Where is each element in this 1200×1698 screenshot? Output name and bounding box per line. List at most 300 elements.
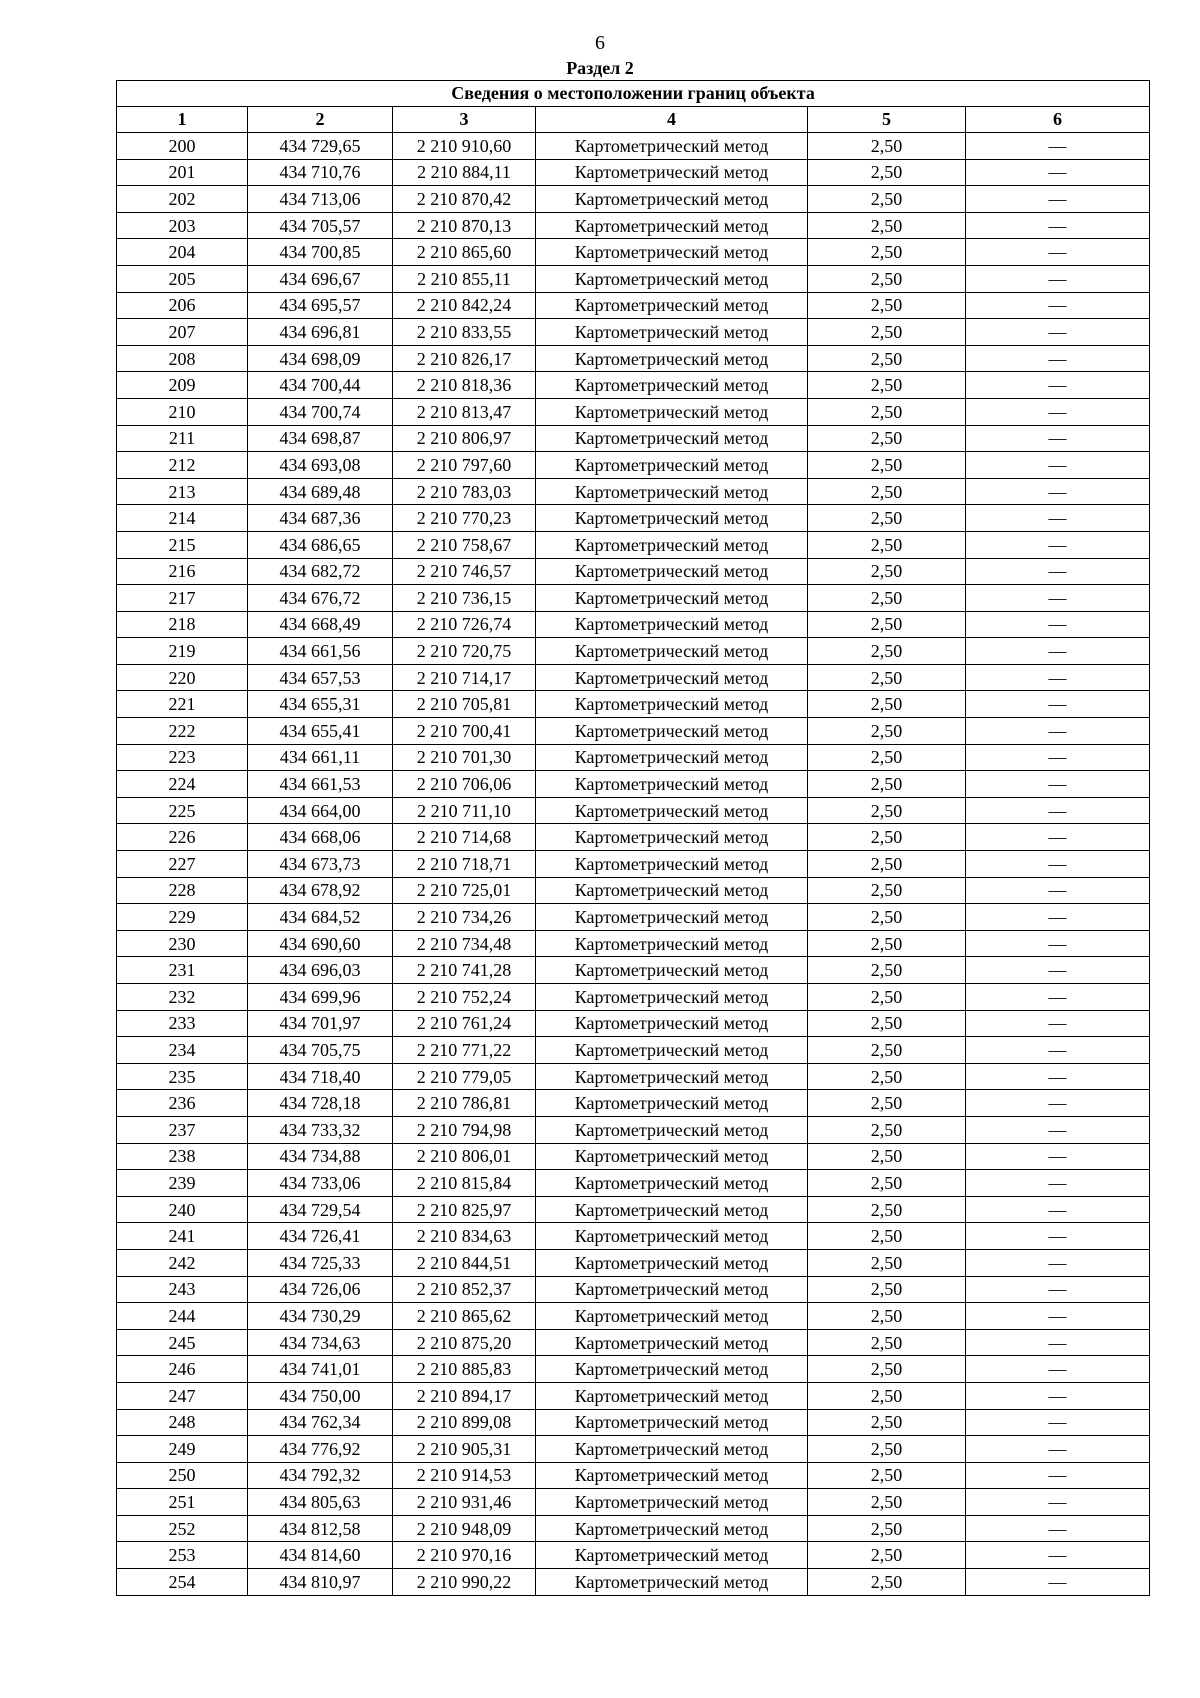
method-cell: Картометрический метод xyxy=(536,292,808,319)
table-row xyxy=(117,1382,1150,1409)
description-cell: — xyxy=(966,611,1150,638)
y-coordinate-cell: 2 210 806,01 xyxy=(393,1143,536,1170)
description-cell: — xyxy=(966,1143,1150,1170)
description-cell: — xyxy=(966,638,1150,665)
accuracy-cell: 2,50 xyxy=(808,744,966,771)
point-number-cell: 212 xyxy=(117,452,248,479)
accuracy-cell: 2,50 xyxy=(808,1170,966,1197)
table-row xyxy=(117,239,1150,266)
accuracy-cell: 2,50 xyxy=(808,771,966,798)
table-row xyxy=(117,186,1150,213)
table-row xyxy=(117,265,1150,292)
y-coordinate-cell: 2 210 705,81 xyxy=(393,691,536,718)
accuracy-cell: 2,50 xyxy=(808,478,966,505)
section-title: Раздел 2 xyxy=(566,58,634,78)
x-coordinate-cell: 434 700,85 xyxy=(248,239,393,266)
table-row xyxy=(117,159,1150,186)
x-coordinate-cell: 434 726,06 xyxy=(248,1276,393,1303)
x-coordinate-cell: 434 690,60 xyxy=(248,930,393,957)
x-coordinate-cell: 434 810,97 xyxy=(248,1569,393,1596)
description-cell: — xyxy=(966,1409,1150,1436)
y-coordinate-cell: 2 210 844,51 xyxy=(393,1249,536,1276)
point-number-cell: 219 xyxy=(117,638,248,665)
method-cell: Картометрический метод xyxy=(536,1010,808,1037)
point-number-cell: 229 xyxy=(117,904,248,931)
y-coordinate-cell: 2 210 797,60 xyxy=(393,452,536,479)
method-cell: Картометрический метод xyxy=(536,159,808,186)
method-cell: Картометрический метод xyxy=(536,797,808,824)
accuracy-cell: 2,50 xyxy=(808,585,966,612)
accuracy-cell: 2,50 xyxy=(808,1223,966,1250)
description-cell: — xyxy=(966,212,1150,239)
x-coordinate-cell: 434 729,65 xyxy=(248,133,393,160)
method-cell: Картометрический метод xyxy=(536,265,808,292)
table-row xyxy=(117,797,1150,824)
description-cell: — xyxy=(966,585,1150,612)
method-cell: Картометрический метод xyxy=(536,1143,808,1170)
description-cell: — xyxy=(966,1090,1150,1117)
table-row xyxy=(117,904,1150,931)
page-number: 6 xyxy=(595,32,605,54)
x-coordinate-cell: 434 687,36 xyxy=(248,505,393,532)
method-cell: Картометрический метод xyxy=(536,239,808,266)
method-cell: Картометрический метод xyxy=(536,1037,808,1064)
method-cell: Картометрический метод xyxy=(536,1462,808,1489)
x-coordinate-cell: 434 733,32 xyxy=(248,1116,393,1143)
description-cell: — xyxy=(966,718,1150,745)
description-cell: — xyxy=(966,930,1150,957)
method-cell: Картометрический метод xyxy=(536,1090,808,1117)
method-cell: Картометрический метод xyxy=(536,851,808,878)
table-row xyxy=(117,691,1150,718)
method-cell: Картометрический метод xyxy=(536,718,808,745)
accuracy-cell: 2,50 xyxy=(808,877,966,904)
point-number-cell: 225 xyxy=(117,797,248,824)
description-cell: — xyxy=(966,133,1150,160)
y-coordinate-cell: 2 210 714,17 xyxy=(393,664,536,691)
description-cell: — xyxy=(966,425,1150,452)
table-row xyxy=(117,1063,1150,1090)
y-coordinate-cell: 2 210 794,98 xyxy=(393,1116,536,1143)
accuracy-cell: 2,50 xyxy=(808,133,966,160)
description-cell: — xyxy=(966,797,1150,824)
method-cell: Картометрический метод xyxy=(536,984,808,1011)
y-coordinate-cell: 2 210 842,24 xyxy=(393,292,536,319)
method-cell: Картометрический метод xyxy=(536,505,808,532)
description-cell: — xyxy=(966,1223,1150,1250)
y-coordinate-cell: 2 210 852,37 xyxy=(393,1276,536,1303)
point-number-cell: 248 xyxy=(117,1409,248,1436)
x-coordinate-cell: 434 684,52 xyxy=(248,904,393,931)
table-body xyxy=(117,133,1150,1596)
x-coordinate-cell: 434 661,53 xyxy=(248,771,393,798)
x-coordinate-cell: 434 812,58 xyxy=(248,1515,393,1542)
accuracy-cell: 2,50 xyxy=(808,984,966,1011)
description-cell: — xyxy=(966,398,1150,425)
x-coordinate-cell: 434 686,65 xyxy=(248,531,393,558)
table-row xyxy=(117,664,1150,691)
y-coordinate-cell: 2 210 736,15 xyxy=(393,585,536,612)
y-coordinate-cell: 2 210 948,09 xyxy=(393,1515,536,1542)
accuracy-cell: 2,50 xyxy=(808,930,966,957)
y-coordinate-cell: 2 210 746,57 xyxy=(393,558,536,585)
method-cell: Картометрический метод xyxy=(536,531,808,558)
method-cell: Картометрический метод xyxy=(536,957,808,984)
point-number-cell: 253 xyxy=(117,1542,248,1569)
description-cell: — xyxy=(966,1010,1150,1037)
x-coordinate-cell: 434 729,54 xyxy=(248,1196,393,1223)
method-cell: Картометрический метод xyxy=(536,1436,808,1463)
y-coordinate-cell: 2 210 752,24 xyxy=(393,984,536,1011)
accuracy-cell: 2,50 xyxy=(808,797,966,824)
x-coordinate-cell: 434 655,31 xyxy=(248,691,393,718)
method-cell: Картометрический метод xyxy=(536,771,808,798)
table-row xyxy=(117,1489,1150,1516)
description-cell: — xyxy=(966,1063,1150,1090)
y-coordinate-cell: 2 210 761,24 xyxy=(393,1010,536,1037)
x-coordinate-cell: 434 762,34 xyxy=(248,1409,393,1436)
accuracy-cell: 2,50 xyxy=(808,1010,966,1037)
point-number-cell: 233 xyxy=(117,1010,248,1037)
description-cell: — xyxy=(966,239,1150,266)
method-cell: Картометрический метод xyxy=(536,1569,808,1596)
accuracy-cell: 2,50 xyxy=(808,824,966,851)
y-coordinate-cell: 2 210 825,97 xyxy=(393,1196,536,1223)
x-coordinate-cell: 434 705,75 xyxy=(248,1037,393,1064)
point-number-cell: 237 xyxy=(117,1116,248,1143)
point-number-cell: 231 xyxy=(117,957,248,984)
point-number-cell: 251 xyxy=(117,1489,248,1516)
table-row xyxy=(117,611,1150,638)
description-cell: — xyxy=(966,1462,1150,1489)
y-coordinate-cell: 2 210 815,84 xyxy=(393,1170,536,1197)
column-header: 4 xyxy=(536,107,808,133)
point-number-cell: 224 xyxy=(117,771,248,798)
accuracy-cell: 2,50 xyxy=(808,1196,966,1223)
description-cell: — xyxy=(966,984,1150,1011)
y-coordinate-cell: 2 210 855,11 xyxy=(393,265,536,292)
table-row xyxy=(117,1037,1150,1064)
accuracy-cell: 2,50 xyxy=(808,186,966,213)
y-coordinate-cell: 2 210 714,68 xyxy=(393,824,536,851)
point-number-cell: 215 xyxy=(117,531,248,558)
table-row xyxy=(117,930,1150,957)
table-row xyxy=(117,877,1150,904)
description-cell: — xyxy=(966,1569,1150,1596)
accuracy-cell: 2,50 xyxy=(808,1303,966,1330)
description-cell: — xyxy=(966,292,1150,319)
y-coordinate-cell: 2 210 771,22 xyxy=(393,1037,536,1064)
description-cell: — xyxy=(966,877,1150,904)
x-coordinate-cell: 434 726,41 xyxy=(248,1223,393,1250)
method-cell: Картометрический метод xyxy=(536,1382,808,1409)
table-row xyxy=(117,824,1150,851)
description-cell: — xyxy=(966,691,1150,718)
y-coordinate-cell: 2 210 726,74 xyxy=(393,611,536,638)
method-cell: Картометрический метод xyxy=(536,1489,808,1516)
y-coordinate-cell: 2 210 914,53 xyxy=(393,1462,536,1489)
table-row xyxy=(117,1303,1150,1330)
table-row xyxy=(117,319,1150,346)
method-cell: Картометрический метод xyxy=(536,1063,808,1090)
method-cell: Картометрический метод xyxy=(536,585,808,612)
description-cell: — xyxy=(966,771,1150,798)
description-cell: — xyxy=(966,1515,1150,1542)
method-cell: Картометрический метод xyxy=(536,1329,808,1356)
accuracy-cell: 2,50 xyxy=(808,1063,966,1090)
method-cell: Картометрический метод xyxy=(536,1515,808,1542)
accuracy-cell: 2,50 xyxy=(808,1542,966,1569)
point-number-cell: 226 xyxy=(117,824,248,851)
x-coordinate-cell: 434 655,41 xyxy=(248,718,393,745)
point-number-cell: 243 xyxy=(117,1276,248,1303)
x-coordinate-cell: 434 664,00 xyxy=(248,797,393,824)
accuracy-cell: 2,50 xyxy=(808,1462,966,1489)
y-coordinate-cell: 2 210 875,20 xyxy=(393,1329,536,1356)
y-coordinate-cell: 2 210 779,05 xyxy=(393,1063,536,1090)
method-cell: Картометрический метод xyxy=(536,824,808,851)
accuracy-cell: 2,50 xyxy=(808,505,966,532)
y-coordinate-cell: 2 210 701,30 xyxy=(393,744,536,771)
table-row xyxy=(117,1170,1150,1197)
y-coordinate-cell: 2 210 783,03 xyxy=(393,478,536,505)
method-cell: Картометрический метод xyxy=(536,1223,808,1250)
accuracy-cell: 2,50 xyxy=(808,531,966,558)
point-number-cell: 214 xyxy=(117,505,248,532)
table-row xyxy=(117,558,1150,585)
method-cell: Картометрический метод xyxy=(536,1170,808,1197)
method-cell: Картометрический метод xyxy=(536,1276,808,1303)
point-number-cell: 216 xyxy=(117,558,248,585)
y-coordinate-cell: 2 210 870,13 xyxy=(393,212,536,239)
x-coordinate-cell: 434 701,97 xyxy=(248,1010,393,1037)
y-coordinate-cell: 2 210 700,41 xyxy=(393,718,536,745)
x-coordinate-cell: 434 730,29 xyxy=(248,1303,393,1330)
accuracy-cell: 2,50 xyxy=(808,957,966,984)
description-cell: — xyxy=(966,265,1150,292)
y-coordinate-cell: 2 210 734,48 xyxy=(393,930,536,957)
x-coordinate-cell: 434 710,76 xyxy=(248,159,393,186)
y-coordinate-cell: 2 210 711,10 xyxy=(393,797,536,824)
method-cell: Картометрический метод xyxy=(536,133,808,160)
table-row xyxy=(117,452,1150,479)
table-row xyxy=(117,1409,1150,1436)
accuracy-cell: 2,50 xyxy=(808,638,966,665)
table-row xyxy=(117,133,1150,160)
point-number-cell: 201 xyxy=(117,159,248,186)
point-number-cell: 252 xyxy=(117,1515,248,1542)
x-coordinate-cell: 434 750,00 xyxy=(248,1382,393,1409)
y-coordinate-cell: 2 210 884,11 xyxy=(393,159,536,186)
x-coordinate-cell: 434 698,09 xyxy=(248,345,393,372)
x-coordinate-cell: 434 696,81 xyxy=(248,319,393,346)
y-coordinate-cell: 2 210 758,67 xyxy=(393,531,536,558)
method-cell: Картометрический метод xyxy=(536,319,808,346)
y-coordinate-cell: 2 210 910,60 xyxy=(393,133,536,160)
point-number-cell: 234 xyxy=(117,1037,248,1064)
table-row xyxy=(117,1116,1150,1143)
x-coordinate-cell: 434 718,40 xyxy=(248,1063,393,1090)
table-row xyxy=(117,292,1150,319)
description-cell: — xyxy=(966,1542,1150,1569)
point-number-cell: 218 xyxy=(117,611,248,638)
table-row xyxy=(117,1223,1150,1250)
method-cell: Картометрический метод xyxy=(536,372,808,399)
accuracy-cell: 2,50 xyxy=(808,1276,966,1303)
table-row xyxy=(117,212,1150,239)
table-row xyxy=(117,585,1150,612)
description-cell: — xyxy=(966,1303,1150,1330)
accuracy-cell: 2,50 xyxy=(808,1382,966,1409)
accuracy-cell: 2,50 xyxy=(808,904,966,931)
y-coordinate-cell: 2 210 931,46 xyxy=(393,1489,536,1516)
y-coordinate-cell: 2 210 734,26 xyxy=(393,904,536,931)
table-row xyxy=(117,1569,1150,1596)
point-number-cell: 245 xyxy=(117,1329,248,1356)
point-number-cell: 244 xyxy=(117,1303,248,1330)
accuracy-cell: 2,50 xyxy=(808,1489,966,1516)
method-cell: Картометрический метод xyxy=(536,345,808,372)
method-cell: Картометрический метод xyxy=(536,638,808,665)
accuracy-cell: 2,50 xyxy=(808,398,966,425)
x-coordinate-cell: 434 741,01 xyxy=(248,1356,393,1383)
description-cell: — xyxy=(966,1356,1150,1383)
y-coordinate-cell: 2 210 865,62 xyxy=(393,1303,536,1330)
x-coordinate-cell: 434 699,96 xyxy=(248,984,393,1011)
table-row xyxy=(117,771,1150,798)
description-cell: — xyxy=(966,1276,1150,1303)
method-cell: Картометрический метод xyxy=(536,558,808,585)
x-coordinate-cell: 434 792,32 xyxy=(248,1462,393,1489)
description-cell: — xyxy=(966,664,1150,691)
point-number-cell: 210 xyxy=(117,398,248,425)
y-coordinate-cell: 2 210 990,22 xyxy=(393,1569,536,1596)
description-cell: — xyxy=(966,1329,1150,1356)
method-cell: Картометрический метод xyxy=(536,478,808,505)
y-coordinate-cell: 2 210 826,17 xyxy=(393,345,536,372)
description-cell: — xyxy=(966,478,1150,505)
point-number-cell: 223 xyxy=(117,744,248,771)
y-coordinate-cell: 2 210 870,42 xyxy=(393,186,536,213)
point-number-cell: 228 xyxy=(117,877,248,904)
table-row xyxy=(117,984,1150,1011)
x-coordinate-cell: 434 713,06 xyxy=(248,186,393,213)
table-row xyxy=(117,744,1150,771)
description-cell: — xyxy=(966,531,1150,558)
table-row xyxy=(117,638,1150,665)
method-cell: Картометрический метод xyxy=(536,1303,808,1330)
accuracy-cell: 2,50 xyxy=(808,1569,966,1596)
method-cell: Картометрический метод xyxy=(536,212,808,239)
x-coordinate-cell: 434 734,88 xyxy=(248,1143,393,1170)
point-number-cell: 230 xyxy=(117,930,248,957)
accuracy-cell: 2,50 xyxy=(808,611,966,638)
table-row xyxy=(117,478,1150,505)
description-cell: — xyxy=(966,904,1150,931)
method-cell: Картометрический метод xyxy=(536,904,808,931)
description-cell: — xyxy=(966,1436,1150,1463)
column-header: 2 xyxy=(248,107,393,133)
method-cell: Картометрический метод xyxy=(536,425,808,452)
accuracy-cell: 2,50 xyxy=(808,1090,966,1117)
accuracy-cell: 2,50 xyxy=(808,239,966,266)
accuracy-cell: 2,50 xyxy=(808,1143,966,1170)
x-coordinate-cell: 434 805,63 xyxy=(248,1489,393,1516)
description-cell: — xyxy=(966,744,1150,771)
table-row xyxy=(117,1143,1150,1170)
y-coordinate-cell: 2 210 894,17 xyxy=(393,1382,536,1409)
table-row xyxy=(117,531,1150,558)
y-coordinate-cell: 2 210 818,36 xyxy=(393,372,536,399)
point-number-cell: 206 xyxy=(117,292,248,319)
description-cell: — xyxy=(966,558,1150,585)
method-cell: Картометрический метод xyxy=(536,664,808,691)
column-header: 6 xyxy=(966,107,1150,133)
point-number-cell: 220 xyxy=(117,664,248,691)
table-row xyxy=(117,372,1150,399)
point-number-cell: 249 xyxy=(117,1436,248,1463)
table-row xyxy=(117,957,1150,984)
point-number-cell: 209 xyxy=(117,372,248,399)
accuracy-cell: 2,50 xyxy=(808,1515,966,1542)
description-cell: — xyxy=(966,1489,1150,1516)
point-number-cell: 202 xyxy=(117,186,248,213)
column-header: 3 xyxy=(393,107,536,133)
accuracy-cell: 2,50 xyxy=(808,319,966,346)
x-coordinate-cell: 434 673,73 xyxy=(248,851,393,878)
y-coordinate-cell: 2 210 720,75 xyxy=(393,638,536,665)
y-coordinate-cell: 2 210 834,63 xyxy=(393,1223,536,1250)
description-cell: — xyxy=(966,186,1150,213)
method-cell: Картометрический метод xyxy=(536,744,808,771)
point-number-cell: 236 xyxy=(117,1090,248,1117)
x-coordinate-cell: 434 689,48 xyxy=(248,478,393,505)
table-row xyxy=(117,1515,1150,1542)
point-number-cell: 240 xyxy=(117,1196,248,1223)
accuracy-cell: 2,50 xyxy=(808,851,966,878)
table-row xyxy=(117,1329,1150,1356)
method-cell: Картометрический метод xyxy=(536,1409,808,1436)
description-cell: — xyxy=(966,319,1150,346)
table-row xyxy=(117,1462,1150,1489)
x-coordinate-cell: 434 733,06 xyxy=(248,1170,393,1197)
point-number-cell: 205 xyxy=(117,265,248,292)
point-number-cell: 238 xyxy=(117,1143,248,1170)
accuracy-cell: 2,50 xyxy=(808,159,966,186)
point-number-cell: 241 xyxy=(117,1223,248,1250)
table-row xyxy=(117,1249,1150,1276)
accuracy-cell: 2,50 xyxy=(808,1356,966,1383)
accuracy-cell: 2,50 xyxy=(808,452,966,479)
table-row xyxy=(117,505,1150,532)
method-cell: Картометрический метод xyxy=(536,930,808,957)
method-cell: Картометрический метод xyxy=(536,1116,808,1143)
y-coordinate-cell: 2 210 706,06 xyxy=(393,771,536,798)
point-number-cell: 250 xyxy=(117,1462,248,1489)
table-caption-row xyxy=(117,81,1150,107)
column-header: 1 xyxy=(117,107,248,133)
x-coordinate-cell: 434 661,56 xyxy=(248,638,393,665)
description-cell: — xyxy=(966,1382,1150,1409)
point-number-cell: 207 xyxy=(117,319,248,346)
accuracy-cell: 2,50 xyxy=(808,691,966,718)
table-row xyxy=(117,1010,1150,1037)
point-number-cell: 239 xyxy=(117,1170,248,1197)
x-coordinate-cell: 434 814,60 xyxy=(248,1542,393,1569)
accuracy-cell: 2,50 xyxy=(808,1116,966,1143)
x-coordinate-cell: 434 682,72 xyxy=(248,558,393,585)
point-number-cell: 221 xyxy=(117,691,248,718)
